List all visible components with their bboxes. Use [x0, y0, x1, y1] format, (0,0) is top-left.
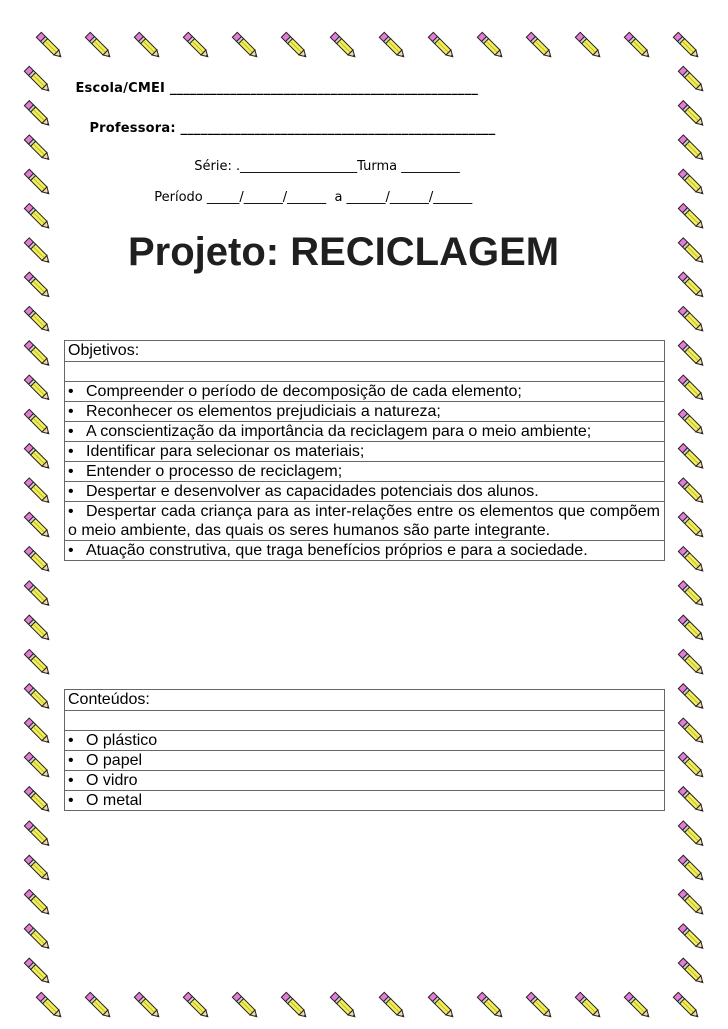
periodo-label: Período [154, 190, 203, 205]
pencil-icon [678, 512, 706, 540]
serie-label: Série: [194, 159, 232, 174]
professora-label: Professora: [89, 121, 176, 136]
pencil-icon [678, 752, 706, 780]
pencil-icon [678, 855, 706, 883]
pencil-icon [678, 306, 706, 334]
serie-turma-line: Série: .__________________Turma _________ [194, 159, 460, 174]
pencil-icon [24, 169, 52, 197]
conteudos-spacer [65, 711, 665, 731]
pencil-icon [673, 992, 701, 1020]
pencil-icon [85, 32, 113, 60]
pencil-icon [428, 32, 456, 60]
pencil-icon [24, 409, 52, 437]
page-title: Projeto: RECICLAGEM [128, 230, 560, 274]
pencil-icon [183, 32, 211, 60]
pencil-icon [678, 66, 706, 94]
pencil-icon [24, 66, 52, 94]
pencil-icon [24, 649, 52, 677]
pencil-icon [678, 169, 706, 197]
list-item: • Despertar cada criança para as inter-relações entre os elementos que compõem o meio ambiente, das quais os seres humanos são parte integrante. [65, 502, 665, 541]
pencil-icon [24, 821, 52, 849]
pencil-icon [24, 272, 52, 300]
list-item: • Entender o processo de reciclagem; [65, 462, 665, 482]
pencil-icon [24, 101, 52, 129]
pencil-icon [678, 684, 706, 712]
pencil-icon [134, 32, 162, 60]
pencil-icon [379, 992, 407, 1020]
pencil-icon [678, 135, 706, 163]
pencil-icon [678, 101, 706, 129]
pencil-icon [428, 992, 456, 1020]
periodo-line: Período _____/______/______ a ______/______/______ [154, 190, 473, 205]
pencil-icon [36, 992, 64, 1020]
pencil-icon [330, 992, 358, 1020]
pencil-icon [24, 444, 52, 472]
pencil-icon [678, 787, 706, 815]
pencil-icon [678, 890, 706, 918]
pencil-icon [24, 615, 52, 643]
professora-line: Professora: _______________________________________________ [89, 121, 496, 136]
pencil-icon [678, 581, 706, 609]
pencil-icon [281, 992, 309, 1020]
pencil-icon [678, 718, 706, 746]
pencil-icon [678, 924, 706, 952]
list-item: • O papel [65, 751, 665, 771]
pencil-icon [379, 32, 407, 60]
pencil-icon [24, 924, 52, 952]
pencil-icon [24, 135, 52, 163]
pencil-icon [330, 32, 358, 60]
list-item: • Despertar e desenvolver as capacidades potenciais dos alunos. [65, 482, 665, 502]
pencil-icon [24, 547, 52, 575]
pencil-icon [678, 615, 706, 643]
pencil-icon [24, 890, 52, 918]
pencil-icon [36, 32, 64, 60]
list-item: • A conscientização da importância da reciclagem para o meio ambiente; [65, 422, 665, 442]
pencil-icon [678, 238, 706, 266]
objetivos-table [64, 340, 665, 561]
pencil-icon [183, 992, 211, 1020]
objetivos-heading: Objetivos: [65, 341, 665, 362]
escola-label: Escola/CMEI [75, 81, 166, 96]
pencil-icon [85, 992, 113, 1020]
list-item: • O plástico [65, 731, 665, 751]
list-item: • Identificar para selecionar os materiais; [65, 442, 665, 462]
list-item: • Atuação construtiva, que traga benefícios próprios e para a sociedade. [65, 541, 665, 561]
pencil-icon [24, 238, 52, 266]
pencil-icon [575, 992, 603, 1020]
pencil-icon [526, 32, 554, 60]
pencil-icon [24, 787, 52, 815]
list-item: • O vidro [65, 771, 665, 791]
periodo-separator: a [334, 190, 343, 205]
pencil-icon [678, 272, 706, 300]
pencil-icon [24, 375, 52, 403]
pencil-icon [678, 375, 706, 403]
pencil-icon [678, 958, 706, 986]
escola-line: Escola/CMEI ______________________________________________ [75, 81, 479, 96]
pencil-icon [24, 478, 52, 506]
list-item: • O metal [65, 791, 665, 811]
pencil-icon [673, 32, 701, 60]
pencil-icon [24, 204, 52, 232]
pencil-icon [24, 684, 52, 712]
pencil-icon [678, 204, 706, 232]
conteudos-heading: Conteúdos: [65, 690, 665, 711]
pencil-icon [232, 32, 260, 60]
pencil-icon [24, 306, 52, 334]
pencil-icon [24, 752, 52, 780]
pencil-icon [526, 992, 554, 1020]
pencil-icon [281, 32, 309, 60]
pencil-icon [24, 581, 52, 609]
pencil-icon [477, 32, 505, 60]
turma-label: Turma [357, 159, 398, 174]
list-item: • Compreender o período de decomposição de cada elemento; [65, 382, 665, 402]
pencil-icon [678, 478, 706, 506]
pencil-icon [24, 855, 52, 883]
pencil-icon [477, 992, 505, 1020]
pencil-icon [24, 341, 52, 369]
pencil-icon [678, 409, 706, 437]
pencil-icon [24, 512, 52, 540]
pencil-icon [678, 821, 706, 849]
pencil-icon [678, 444, 706, 472]
pencil-icon [575, 32, 603, 60]
objetivos-spacer [65, 362, 665, 382]
list-item: • Reconhecer os elementos prejudiciais a natureza; [65, 402, 665, 422]
conteudos-table [64, 689, 665, 811]
pencil-icon [678, 649, 706, 677]
pencil-icon [24, 718, 52, 746]
pencil-icon [678, 547, 706, 575]
pencil-icon [678, 341, 706, 369]
pencil-icon [624, 992, 652, 1020]
pencil-icon [24, 958, 52, 986]
pencil-icon [134, 992, 162, 1020]
pencil-icon [624, 32, 652, 60]
pencil-icon [232, 992, 260, 1020]
